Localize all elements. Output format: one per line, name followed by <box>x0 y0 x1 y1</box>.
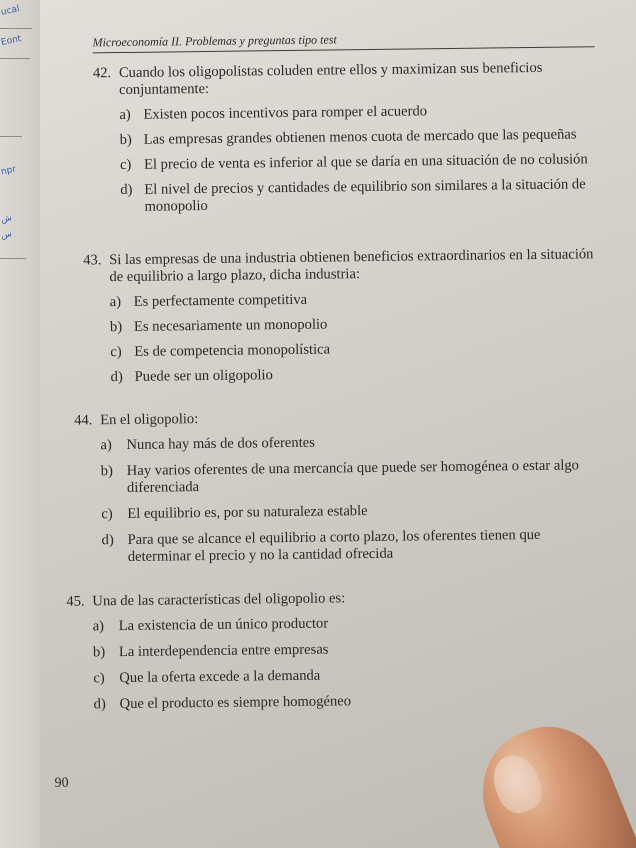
page-content <box>40 0 636 848</box>
margin-scribble: س <box>0 228 13 242</box>
option-letter: a) <box>109 294 122 311</box>
option-text: Puede ser un oligopolio <box>134 367 273 385</box>
question-stem <box>66 587 592 610</box>
margin-rule <box>0 58 30 59</box>
answer-option <box>120 126 600 149</box>
question-43 <box>83 246 599 394</box>
margin-scribble: ش <box>0 212 13 226</box>
option-text: El precio de venta es inferior al que se daría en una situación de no colusión <box>143 151 588 173</box>
question-45 <box>66 587 594 722</box>
option-text: Nunca hay más de dos oferentes <box>126 434 315 453</box>
answer-option <box>102 526 598 566</box>
question-text: En el oligopolio: <box>100 411 199 429</box>
answer-option <box>101 457 597 497</box>
option-text: El nivel de precios y cantidades de equilibrio son similares a la situación de monopolio <box>144 176 586 215</box>
book-page <box>40 0 636 848</box>
option-list <box>119 101 600 216</box>
answer-option <box>110 338 598 361</box>
answer-option <box>119 101 599 124</box>
option-letter: d) <box>110 369 123 386</box>
question-text: Una de las características del oligopolio es: <box>92 590 346 610</box>
answer-option <box>110 288 598 311</box>
option-letter: b) <box>119 131 132 149</box>
option-text: Para que se alcance el equilibrio a corto plazo, los oferentes tienen que determinar el precio y no la cantidad ofrecida <box>127 526 541 565</box>
margin-rule <box>0 136 22 137</box>
answer-option <box>111 363 599 386</box>
answer-option <box>94 690 594 713</box>
option-text: La existencia de un único productor <box>118 615 329 635</box>
margin-scribble: Eont <box>0 33 23 49</box>
option-letter: b) <box>100 463 114 480</box>
previous-page-edge <box>0 0 41 848</box>
option-text: Las empresas grandes obtienen menos cuota de mercado que las pequeñas <box>143 126 577 148</box>
option-letter: b) <box>109 319 123 336</box>
question-number: 43. <box>83 252 102 269</box>
answer-option <box>120 176 600 216</box>
running-head: Microeconomía II. Problemas y preguntas tipo test <box>92 29 594 53</box>
option-text: Es de competencia monopolística <box>134 341 331 360</box>
question-number: 44. <box>74 412 93 429</box>
option-letter: b) <box>92 644 106 661</box>
question-number: 42. <box>92 65 112 82</box>
answer-option <box>110 313 598 336</box>
margin-scribble: ucal <box>0 4 21 18</box>
question-stem <box>74 406 596 429</box>
question-stem <box>92 59 599 99</box>
option-letter: c) <box>101 506 113 523</box>
fingernail <box>486 749 549 819</box>
answer-option <box>93 664 593 687</box>
option-text: La interdependencia entre empresas <box>118 641 329 661</box>
option-letter: a) <box>119 106 131 124</box>
option-letter: a) <box>92 618 105 635</box>
option-list <box>100 431 598 566</box>
question-text: Cuando los oligopolistas coluden entre ellos y maximizan sus beneficios conjuntamente: <box>118 59 543 99</box>
option-letter: d) <box>101 532 114 549</box>
margin-rule <box>0 258 26 259</box>
question-stem <box>83 246 597 286</box>
question-44 <box>74 406 598 575</box>
option-text: Que la oferta excede a la demanda <box>119 667 321 687</box>
option-text: El equilibrio es, por su naturaleza estable <box>127 503 368 522</box>
page-number: 90 <box>54 775 69 791</box>
option-letter: d) <box>120 181 133 199</box>
option-letter: c) <box>119 156 132 174</box>
question-text: Si las empresas de una industria obtienen beneficios extraordinarios en la situación de equilibrio a largo plazo, dicha industria: <box>109 246 594 286</box>
option-letter: c) <box>110 344 122 361</box>
answer-option <box>93 612 593 635</box>
option-letter: d) <box>93 696 106 713</box>
question-number: 45. <box>66 593 85 610</box>
answer-option <box>120 151 600 174</box>
margin-rule <box>0 28 32 29</box>
option-list <box>110 288 599 386</box>
option-text: Es necesariamente un monopolio <box>133 316 328 335</box>
option-letter: a) <box>100 437 112 454</box>
option-text: Existen pocos incentivos para romper el acuerdo <box>143 103 428 123</box>
option-text: Hay varios oferentes de una mercancía que puede ser homogénea o estar algo diferenciada <box>126 457 580 496</box>
option-text: Que el producto es siempre homogéneo <box>119 693 352 713</box>
option-text: Es perfectamente competitiva <box>133 291 308 310</box>
answer-option <box>100 431 596 454</box>
option-list <box>93 612 594 713</box>
option-letter: c) <box>93 670 105 687</box>
margin-scribble: npr <box>0 164 17 178</box>
answer-option <box>93 638 593 661</box>
answer-option <box>101 500 597 523</box>
question-42 <box>92 59 601 224</box>
